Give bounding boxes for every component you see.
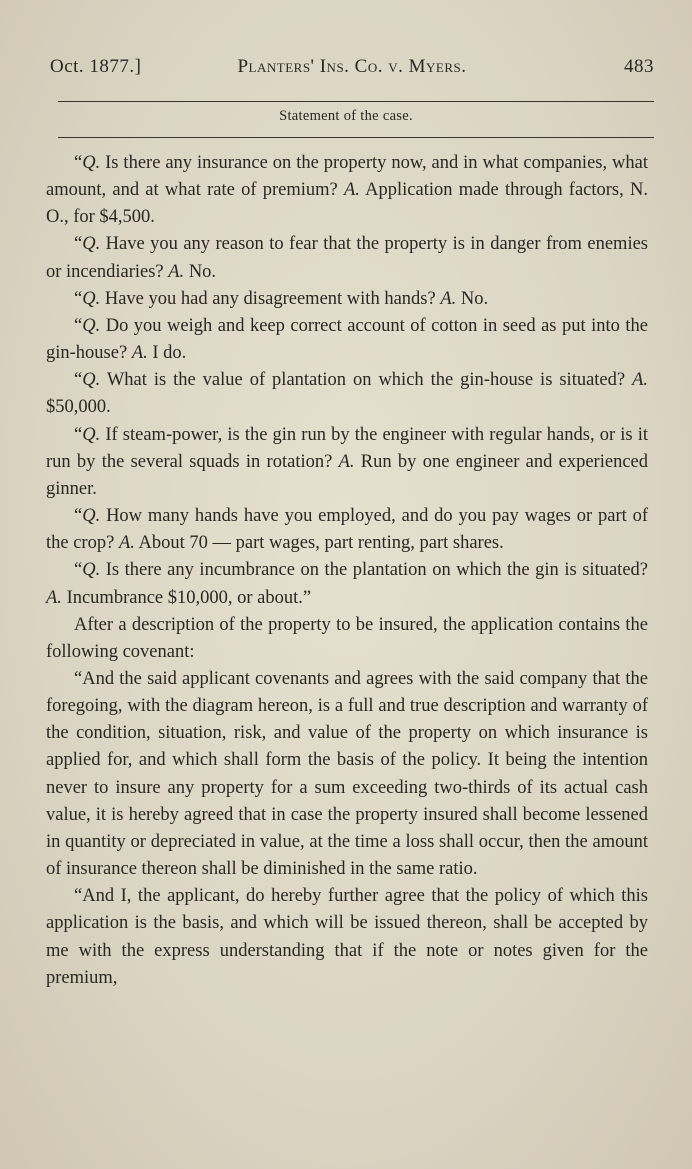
page-number: 483 — [624, 56, 654, 77]
paragraph: “Q. Is there any insurance on the property now, and in what companies, what amount, and at what rate of premium? A. Application made through factors, N. O., for $4,500. — [46, 153, 648, 228]
paragraph: “Q. If steam-power, is the gin run by the engineer with regular hands, or is it run by the several squads in rotation? A. Run by one engineer and experienced ginner. — [46, 424, 648, 499]
paragraph: “Q. Have you any reason to fear that the property is in danger from enemies or incendiaries? A. No. — [46, 234, 648, 282]
paragraph: “Q. What is the value of plantation on which the gin-house is situated? A. $50,000. — [46, 370, 648, 418]
paragraph: “Q. Have you had any disagreement with hands? A. No. — [74, 288, 489, 309]
paragraph: “Q. Do you weigh and keep correct account of cotton in seed as put into the gin-house? A. I do. — [46, 315, 648, 364]
section-title: Statement of the case. — [279, 108, 413, 124]
running-head — [50, 56, 654, 84]
body-text — [46, 150, 648, 992]
header-rule-top — [58, 101, 654, 102]
running-head-date: Oct. 1877.] — [50, 56, 142, 77]
paragraph: “Q. How many hands have you employed, and do you pay wages or part of the crop? A. About 70 — part wages, part renting, part shares. — [46, 506, 648, 554]
paragraph: “And I, the applicant, do hereby further agree that the policy of which this application is the basis, and which will be issued thereon, shall be accepted by me with the express understanding that if the note or notes given for the premium, — [46, 886, 648, 988]
paragraph: “And the said applicant covenants and agrees with the said company that the foregoing, with the diagram hereon, is a full and true description and warranty of the condition, situation, risk, and value of the property on which insurance is applied for, and which shall form the basis of the policy. It being the intention never to insure any property for a sum exceeding two-thirds of its actual cash value, it is hereby agreed that in case the property insured shall become lessened in quantity or depreciated in value, at the time a loss shall occur, then the amount of insurance thereon shall be diminished in the same ratio. — [46, 668, 648, 880]
running-head-case-name: Planters' Ins. Co. v. Myers. — [237, 56, 467, 77]
paragraph: After a description of the property to be insured, the application contains the following covenant: — [46, 614, 648, 662]
header-rule-bottom — [58, 137, 654, 138]
paragraph: “Q. Is there any incumbrance on the plantation on which the gin is situated? A. Incumbrance $10,000, or about.” — [46, 560, 648, 608]
